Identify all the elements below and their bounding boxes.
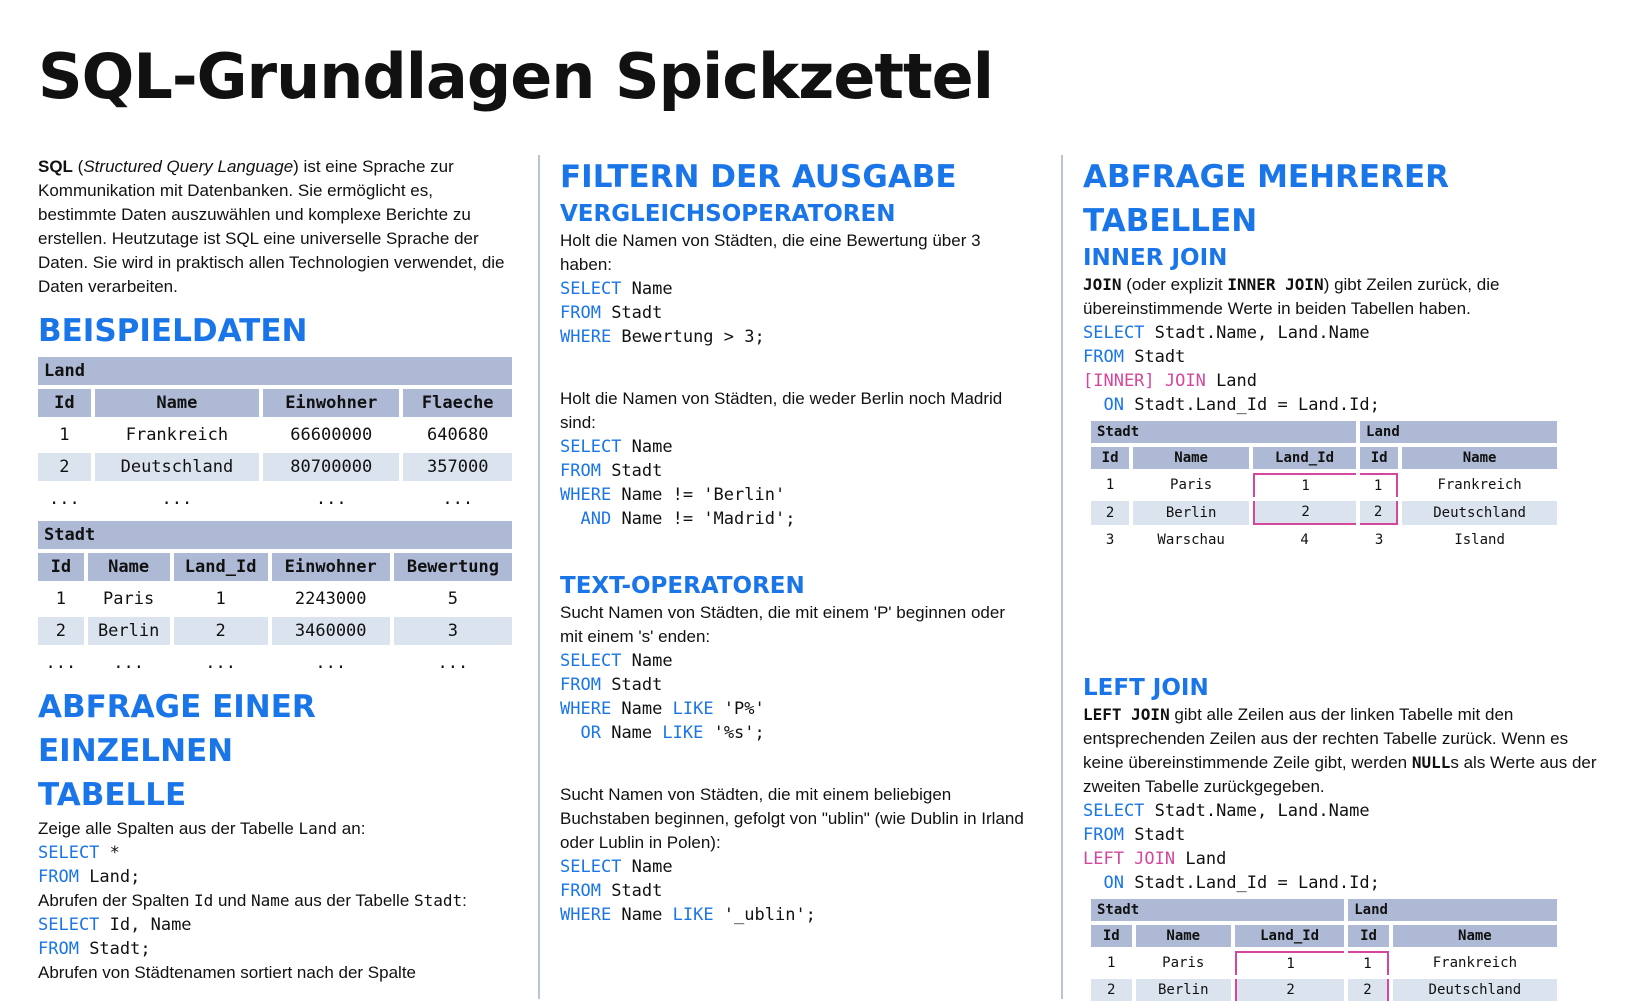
cell: 1 bbox=[1107, 955, 1116, 971]
keyword: SELECT bbox=[38, 915, 100, 935]
code-block bbox=[560, 435, 1030, 531]
column-divider bbox=[1061, 155, 1063, 999]
inline-code: JOIN bbox=[1083, 275, 1122, 294]
multi-heading: ABFRAGE MEHRERER TABELLEN bbox=[1083, 159, 1450, 239]
cell: ... bbox=[45, 653, 77, 673]
cell: Frankreich bbox=[125, 425, 229, 445]
table-row bbox=[38, 453, 512, 481]
code-text: Land bbox=[1175, 849, 1227, 869]
cell: 1 bbox=[1253, 473, 1356, 497]
inline-code: NULL bbox=[1411, 753, 1451, 772]
left-left-name: Stadt bbox=[1091, 899, 1344, 921]
left-desc bbox=[1083, 703, 1613, 799]
code-text: Name bbox=[611, 905, 673, 925]
inline-code: Id bbox=[193, 891, 214, 910]
comparison-heading: VERGLEICHSOPERATOREN bbox=[560, 201, 896, 227]
left-join-heading: LEFT JOIN bbox=[1083, 675, 1209, 701]
text-desc2: Sucht Namen von Städten, die mit einem beliebigen Buchstaben beginnen, gefolgt von "ublin" (wie Dublin in Irland oder Lublin in Polen): bbox=[560, 785, 1024, 852]
cell: 2 bbox=[38, 453, 91, 481]
comparison-desc2: Holt die Namen von Städten, die weder Berlin noch Madrid sind: bbox=[560, 389, 1003, 432]
table-row bbox=[1091, 979, 1557, 1001]
col-head: Name bbox=[1393, 925, 1557, 947]
code-text: Name bbox=[621, 651, 673, 671]
col-head: Id bbox=[1360, 447, 1398, 469]
col-head: Id bbox=[1091, 925, 1132, 947]
cell: Paris bbox=[1162, 955, 1205, 971]
join-keyword: [INNER] JOIN bbox=[1083, 371, 1206, 391]
keyword: WHERE bbox=[560, 485, 612, 505]
left-right-name: Land bbox=[1348, 899, 1557, 921]
code-text: Stadt bbox=[600, 461, 663, 481]
cell: 1 bbox=[1360, 473, 1398, 497]
cell: Frankreich bbox=[1432, 955, 1518, 971]
cell: ... bbox=[315, 653, 347, 673]
stadt-col: Land_Id bbox=[174, 553, 268, 581]
code-text: 'P%' bbox=[713, 699, 765, 719]
cell: ... bbox=[442, 489, 474, 509]
code-text: Name != 'Berlin' bbox=[611, 485, 786, 505]
keyword: FROM bbox=[38, 867, 79, 887]
cell: ... bbox=[205, 653, 236, 673]
intro-paren: ( bbox=[72, 157, 84, 176]
cell: 357000 bbox=[403, 453, 512, 481]
cell: 1 bbox=[1105, 477, 1115, 493]
code-text: Stadt bbox=[1123, 347, 1186, 367]
cell: 3 bbox=[394, 617, 512, 645]
stadt-col: Id bbox=[38, 553, 84, 581]
cell: 1 bbox=[55, 589, 66, 609]
keyword: LIKE bbox=[672, 699, 714, 719]
column-right bbox=[1083, 155, 1613, 1005]
code-text: Stadt bbox=[600, 881, 663, 901]
land-col: Flaeche bbox=[403, 389, 512, 417]
table-row bbox=[38, 649, 512, 677]
col-head: Name bbox=[1402, 447, 1557, 469]
cell: Paris bbox=[103, 589, 155, 609]
keyword: SELECT bbox=[1083, 801, 1145, 821]
code-text: Stadt; bbox=[78, 939, 151, 959]
cell: Deutschland bbox=[1393, 979, 1557, 1001]
cell: Berlin bbox=[1133, 501, 1249, 525]
code-text: Stadt.Name, Land.Name bbox=[1144, 801, 1370, 821]
code-text: Id, Name bbox=[99, 915, 192, 935]
land-table-name: Land bbox=[38, 357, 512, 385]
table-row bbox=[1091, 501, 1557, 525]
land-col: Einwohner bbox=[263, 389, 399, 417]
keyword: SELECT bbox=[1083, 323, 1145, 343]
text: Abrufen der Spalten bbox=[38, 891, 194, 910]
inline-code: Stadt bbox=[414, 891, 463, 910]
col-head: Name bbox=[1136, 925, 1231, 947]
code-block bbox=[38, 913, 516, 961]
cell: 2 bbox=[1253, 501, 1356, 525]
cell: Frankreich bbox=[1437, 477, 1522, 493]
keyword: OR bbox=[580, 723, 601, 743]
cell: 2243000 bbox=[294, 589, 367, 609]
cell: 2 bbox=[1091, 501, 1129, 525]
code-text: Name bbox=[621, 857, 673, 877]
comparison-desc1: Holt die Namen von Städten, die eine Bewertung über 3 haben: bbox=[560, 231, 981, 274]
land-table bbox=[34, 353, 516, 517]
table-row bbox=[38, 617, 512, 645]
keyword: LIKE bbox=[672, 905, 714, 925]
single-desc2 bbox=[38, 889, 516, 913]
col-head: Id bbox=[1091, 447, 1129, 469]
text-desc1: Sucht Namen von Städten, die mit einem 'P' beginnen oder mit einem 's' enden: bbox=[560, 603, 1005, 646]
code-text: '_ublin'; bbox=[713, 905, 816, 925]
cell: 3460000 bbox=[272, 617, 390, 645]
stadt-col: Bewertung bbox=[394, 553, 512, 581]
stadt-table-name: Stadt bbox=[38, 521, 512, 549]
table-row bbox=[1091, 529, 1557, 551]
cell: 4 bbox=[1300, 532, 1309, 548]
keyword: SELECT bbox=[560, 857, 622, 877]
keyword: WHERE bbox=[560, 699, 612, 719]
code-text: Name bbox=[600, 723, 663, 743]
single-desc1 bbox=[38, 817, 516, 841]
inner-left-name: Stadt bbox=[1091, 421, 1356, 443]
cell: 640680 bbox=[427, 425, 489, 445]
keyword: FROM bbox=[560, 461, 601, 481]
text-ops-heading: TEXT-OPERATOREN bbox=[560, 573, 805, 599]
cell: 2 bbox=[1348, 979, 1389, 1001]
code-text: Stadt bbox=[600, 675, 663, 695]
text: : bbox=[462, 891, 467, 910]
code-text: '%s'; bbox=[703, 723, 765, 743]
code-text: Stadt.Land_Id = Land.Id; bbox=[1123, 873, 1380, 893]
cell: Island bbox=[1454, 532, 1505, 548]
code-text: Name bbox=[621, 437, 673, 457]
join-keyword: LEFT JOIN bbox=[1083, 849, 1176, 869]
code-block bbox=[1083, 799, 1613, 895]
intro-sql: SQL bbox=[38, 157, 73, 176]
inline-code: Name bbox=[251, 891, 290, 910]
cell: Berlin bbox=[88, 617, 170, 645]
text: Zeige alle Spalten aus der Tabelle bbox=[38, 819, 299, 838]
col-head: Land_Id bbox=[1235, 925, 1344, 947]
code-block bbox=[560, 277, 1030, 349]
code-text: Name != 'Madrid'; bbox=[611, 509, 796, 529]
single-heading bbox=[38, 685, 516, 817]
code-block bbox=[1083, 321, 1613, 417]
keyword: SELECT bbox=[560, 279, 622, 299]
column-divider bbox=[538, 155, 540, 999]
stadt-table bbox=[34, 517, 516, 681]
land-col: Name bbox=[95, 389, 259, 417]
text: (oder explizit bbox=[1121, 275, 1228, 294]
text: und bbox=[213, 891, 252, 910]
cell: 1 bbox=[1348, 951, 1389, 975]
cell: 1 bbox=[59, 425, 70, 445]
cell: ... bbox=[113, 653, 144, 673]
keyword: SELECT bbox=[38, 843, 100, 863]
cell: 1 bbox=[1235, 951, 1344, 975]
single-heading-line1: ABFRAGE EINER EINZELNEN bbox=[38, 689, 316, 769]
code-text: * bbox=[99, 843, 120, 863]
single-desc3: Abrufen von Städtenamen sortiert nach der Spalte bbox=[38, 963, 417, 982]
text: gibt alle Zeilen aus der linken Tabelle mit den entsprechenden Zeilen aus der rechten Tabelle zurück. Wenn es keine übereinstimmende Zeile gibt, werden bbox=[1083, 705, 1569, 772]
cell: 80700000 bbox=[263, 453, 399, 481]
code-text: Stadt bbox=[1123, 825, 1186, 845]
col-head: Land_Id bbox=[1253, 447, 1356, 469]
cell: 2 bbox=[174, 617, 268, 645]
code-text: Stadt bbox=[600, 303, 663, 323]
cell: 2 bbox=[1091, 979, 1132, 1001]
keyword: LIKE bbox=[662, 723, 704, 743]
intro-text: ) ist eine Sprache zur Kommunikation mit Datenbanken. Sie ermöglicht es, bestimmte Daten auszuwählen und komplexe Berichte zu erstellen. Heutzutage ist SQL eine universelle Sprache der Daten. Sie wird in praktisch allen Technologien verwendet, die Daten verarbeiten. bbox=[38, 157, 505, 296]
page-title: SQL-Grundlagen Spickzettel bbox=[38, 40, 993, 113]
cell: ... bbox=[315, 489, 347, 509]
keyword: FROM bbox=[1083, 825, 1124, 845]
column-middle bbox=[560, 155, 1030, 927]
table-row bbox=[1091, 951, 1557, 975]
inline-code: LEFT JOIN bbox=[1083, 705, 1170, 724]
stadt-col: Name bbox=[88, 553, 170, 581]
cell: Deutschland bbox=[95, 453, 259, 481]
code-text: Name bbox=[611, 699, 673, 719]
cell: 2 bbox=[1235, 979, 1344, 1001]
text: ) gibt Zeilen zurück, die übereinstimmende Werte in beiden Tabellen haben. bbox=[1083, 275, 1500, 318]
keyword: FROM bbox=[560, 881, 601, 901]
keyword: WHERE bbox=[560, 905, 612, 925]
keyword: FROM bbox=[560, 303, 601, 323]
sample-heading: BEISPIELDATEN bbox=[38, 313, 308, 349]
text: s als Werte aus der zweiten Tabelle zurückgegeben. bbox=[1083, 753, 1597, 796]
code-block bbox=[38, 841, 516, 889]
table-row bbox=[38, 421, 512, 449]
table-row bbox=[38, 485, 512, 513]
text: an: bbox=[337, 819, 366, 838]
filter-heading: FILTERN DER AUSGABE bbox=[560, 159, 957, 195]
cell: ... bbox=[49, 489, 80, 509]
code-block bbox=[560, 649, 1030, 745]
table-row bbox=[1091, 473, 1557, 497]
keyword: AND bbox=[580, 509, 612, 529]
column-left bbox=[38, 155, 516, 985]
text: aus der Tabelle bbox=[289, 891, 414, 910]
keyword: WHERE bbox=[560, 327, 612, 347]
keyword: FROM bbox=[38, 939, 79, 959]
inner-right-name: Land bbox=[1360, 421, 1557, 443]
inner-desc bbox=[1083, 273, 1613, 321]
land-col: Id bbox=[38, 389, 91, 417]
code-text: Land bbox=[1205, 371, 1258, 391]
cell: 3 bbox=[1105, 532, 1115, 548]
keyword: FROM bbox=[1083, 347, 1124, 367]
code-block bbox=[560, 855, 1030, 927]
cell: 2 bbox=[1360, 501, 1398, 525]
table-row bbox=[38, 585, 512, 613]
cell: Deutschland bbox=[1402, 501, 1557, 525]
inner-join-heading: INNER JOIN bbox=[1083, 245, 1228, 271]
cell: 5 bbox=[447, 589, 459, 609]
cell: 1 bbox=[215, 589, 226, 609]
code-text: Stadt.Name, Land.Name bbox=[1144, 323, 1370, 343]
cell: ... bbox=[437, 653, 469, 673]
col-head: Name bbox=[1133, 447, 1249, 469]
cell: 3 bbox=[1374, 532, 1384, 548]
keyword: FROM bbox=[560, 675, 601, 695]
col-head: Id bbox=[1348, 925, 1389, 947]
inline-code: Land bbox=[298, 819, 338, 838]
code-text: Bewertung > 3; bbox=[611, 327, 765, 347]
inner-join-table bbox=[1087, 417, 1561, 555]
intro-fullname: Structured Query Language bbox=[83, 157, 294, 176]
keyword: ON bbox=[1103, 873, 1124, 893]
cell: Warschau bbox=[1157, 532, 1225, 548]
code-text: Stadt.Land_Id = Land.Id; bbox=[1123, 395, 1380, 415]
code-text: Name bbox=[621, 279, 673, 299]
cell: ... bbox=[161, 489, 193, 509]
cell: 66600000 bbox=[290, 425, 373, 445]
cell: Berlin bbox=[1136, 979, 1231, 1001]
keyword: SELECT bbox=[560, 651, 622, 671]
keyword: ON bbox=[1103, 395, 1124, 415]
stadt-col: Einwohner bbox=[272, 553, 390, 581]
left-join-table bbox=[1087, 895, 1561, 1005]
intro-paragraph bbox=[38, 155, 516, 299]
cell: Paris bbox=[1170, 477, 1213, 493]
code-text: Land; bbox=[78, 867, 141, 887]
single-heading-line2: TABELLE bbox=[38, 777, 187, 813]
inline-code: INNER JOIN bbox=[1227, 275, 1324, 294]
cell: 2 bbox=[38, 617, 84, 645]
keyword: SELECT bbox=[560, 437, 622, 457]
